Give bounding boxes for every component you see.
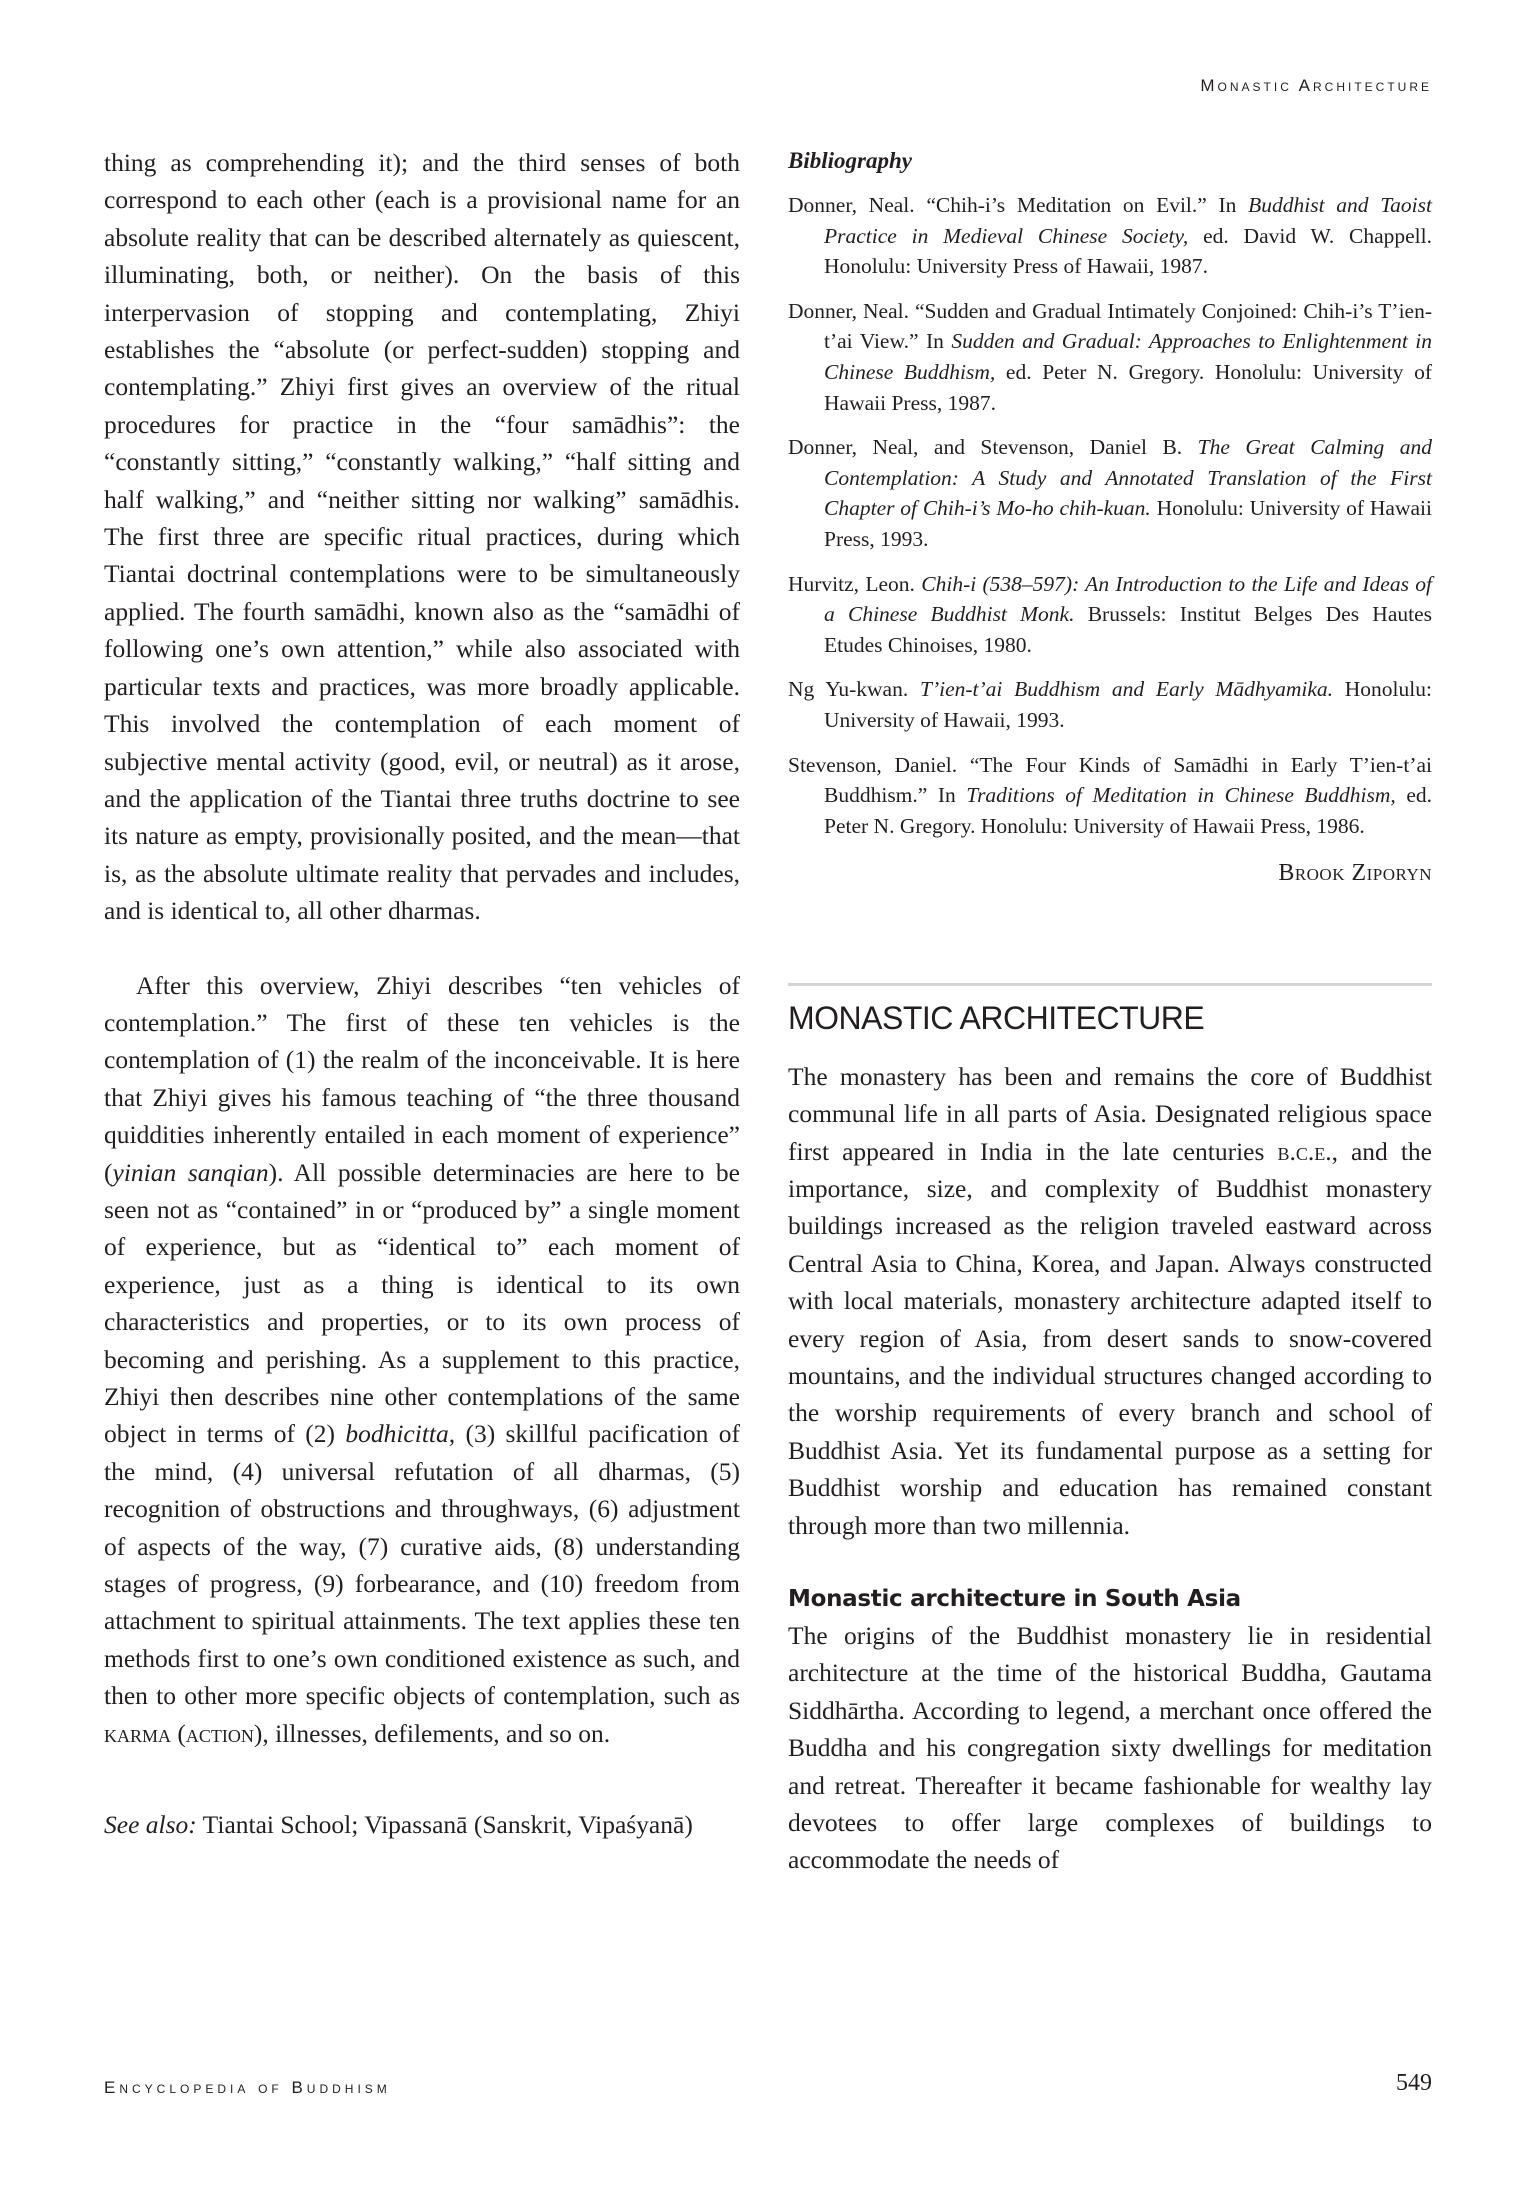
bibliography-entry — [788, 569, 1432, 661]
see-also-links[interactable]: Tiantai School; Vipassanā (Sanskrit, Vipaśyanā) — [196, 1810, 693, 1840]
era-abbreviation: b.c.e. — [1277, 1136, 1332, 1166]
entry-text: Donner, Neal. “Sudden and Gradual Intimately Conjoined: Chih-i’s T’ien-t’ai View.” In — [788, 298, 1432, 354]
text-run: After this overview, Zhiyi describes “ten vehicles of contemplation.” The first of these ten vehicles is the contemplation of (1) the realm of the inconceivable. It is here that Zhiyi gives his famous teaching of “the three thousand quiddities inherently entailed in each moment of experience” ( — [104, 970, 740, 1187]
page-number: 549 — [1396, 2070, 1432, 2096]
bibliography-list — [788, 190, 1432, 841]
body-paragraph: The origins of the Buddhist monastery lie in residential architecture at the time of the historical Buddha, Gautama Siddhārtha. According to legend, a merchant once offered the Buddha and his congregation sixty dwellings for meditation and retreat. Thereafter it became fashionable for wealthy lay devotees to offer large complexes of buildings to accommodate the needs of — [788, 1620, 1432, 1875]
text-run: , and the importance, size, and complexity of Buddhist monastery buildings increased as the religion traveled eastward across Central Asia to China, Korea, and Japan. Always constructed with local materials, monastery architecture adapted itself to every region of Asia, from desert sands to snow-covered mountains, and the individual structures changed according to the worship requirements of every branch and school of Buddhist Asia. Yet its fundamental purpose as a setting for Buddhist worship and education has remained constant through more than two millennia. — [788, 1136, 1432, 1540]
entry-title: Traditions of Meditation in Chinese Buddhism, — [966, 783, 1396, 808]
entry-text: ed. Peter N. Gregory. Honolulu: University of Hawaii Press, 1987. — [824, 359, 1432, 415]
text-run: The monastery has been and remains the core of Buddhist communal life in all parts of Asia. Designated religious space first appeared in India in the late centuries — [788, 1061, 1432, 1166]
entry-title: Sudden and Gradual: Approaches to Enlightenment in Chinese Buddhism, — [824, 329, 1432, 384]
text-run: ( — [171, 1718, 186, 1748]
body-paragraph — [788, 1058, 1432, 1544]
entry-text: ed. Peter N. Gregory. Honolulu: University of Hawaii Press, 1986. — [824, 783, 1433, 838]
italic-term: yinian sanqian — [112, 1157, 269, 1187]
text-run: ). All possible determinacies are here to be seen not as “contained” in or “produced by” a single moment of experience, but as “identical to” each moment of experience, just as a thing is identical to its own characteristics and properties, or to its own process of becoming and perishing. As a supplement to this practice, Zhiyi then describes nine other contemplations of the same object in terms of (2) — [104, 1157, 740, 1449]
body-paragraph: thing as comprehending it); and the third senses of both correspond to each other (each is a provisional name for an absolute reality that can be described alternately as quiescent, illuminating, both, or neither). On the basis of this interpervasion of stopping and contemplating, Zhiyi establishes the “absolute (or perfect-sudden) stopping and contemplating.” Zhiyi first gives an overview of the ritual procedures for practice in the “four samādhis”: the “constantly sitting,” “constantly walking,” “half sitting and half walking,” and “neither sitting nor walking” samādhis. The first three are specific ritual practices, during which Tiantai doctrinal contemplations were to be simultaneously applied. The fourth samādhi, known also as the “samādhi of following one’s own attention,” while also associated with particular texts and practices, was more broadly applicable. This involved the contemplation of each moment of subjective mental activity (good, evil, or neutral) as it arose, and the application of the Tiantai three truths doctrine to see its nature as empty, provisionally posited, and the mean—that is, as the absolute ultimate reality that pervades and includes, and is identical to, all other dharmas. — [104, 148, 740, 926]
footer-publication: Encyclopedia of Buddhism — [104, 2078, 391, 2097]
bibliography-entry — [788, 296, 1432, 418]
italic-term: bodhicitta, — [345, 1419, 456, 1449]
bibliography-entry — [788, 674, 1432, 735]
entry-text: Honolulu: University of Hawaii Press, 1993. — [824, 496, 1432, 551]
see-also — [104, 1806, 740, 1843]
author-signature: Brook Ziporyn — [1278, 860, 1432, 887]
text-run: (3) skillful pacification of the mind, (4) universal refutation of all dharmas, (5) recognition of obstructions and throughways, (6) adjustment of aspects of the way, (7) curative aids, (8) understanding stages of progress, (9) forbearance, and (10) freedom from attachment to spiritual attainments. The text applies these ten methods first to one’s own conditioned existence as such, and then to other more specific objects of contemplation, such as — [104, 1419, 740, 1711]
entry-title: The Great Calming and Contemplation: A Study and Annotated Translation of the First Chapter of Chih-i’s Mo-ho chih-kuan. — [824, 435, 1432, 521]
entry-text: Ng Yu-kwan. — [788, 677, 920, 702]
right-column — [788, 144, 1432, 1879]
bibliography-heading: Bibliography — [788, 148, 912, 173]
entry-text: Hurvitz, Leon. — [788, 571, 922, 596]
section-divider — [788, 983, 1432, 986]
subsection-heading: Monastic architecture in South Asia — [788, 1585, 1241, 1612]
bibliography-entry — [788, 432, 1432, 554]
body-paragraph — [104, 967, 740, 1753]
left-column — [104, 144, 740, 1843]
entry-text: Donner, Neal. “Chih-i’s Meditation on Evil.” In — [788, 193, 1249, 217]
entry-text: ed. David W. Chappell. Honolulu: University Press of Hawaii, 1987. — [824, 223, 1432, 279]
entry-title: Buddhist and Taoist Practice in Medieval Chinese Society, — [824, 193, 1432, 248]
cross-reference-link[interactable]: karma — [104, 1718, 172, 1748]
see-also-label: See also: — [104, 1810, 197, 1840]
entry-title: T’ien-t’ai Buddhism and Early Mādhyamika. — [919, 677, 1334, 702]
entry-text: Donner, Neal, and Stevenson, Daniel B. — [788, 435, 1198, 460]
text-run: ), illnesses, defilements, and so on. — [253, 1718, 611, 1748]
entry-text: Honolulu: University of Hawaii, 1993. — [824, 677, 1432, 732]
running-head: Monastic Architecture — [1200, 76, 1432, 95]
bibliography-entry — [788, 750, 1432, 842]
entry-text: Stevenson, Daniel. “The Four Kinds of Samādhi in Early T’ien-t’ai Buddhism.” In — [788, 752, 1432, 808]
cross-reference-link[interactable]: action — [185, 1718, 254, 1748]
entry-text: Brussels: Institut Belges Des Hautes Etudes Chinoises, 1980. — [824, 602, 1432, 657]
entry-title: Chih-i (538–597): An Introduction to the Life and Ideas of a Chinese Buddhist Monk. — [824, 571, 1432, 627]
bibliography-entry — [788, 190, 1432, 282]
article-title: MONASTIC ARCHITECTURE — [788, 999, 1205, 1036]
